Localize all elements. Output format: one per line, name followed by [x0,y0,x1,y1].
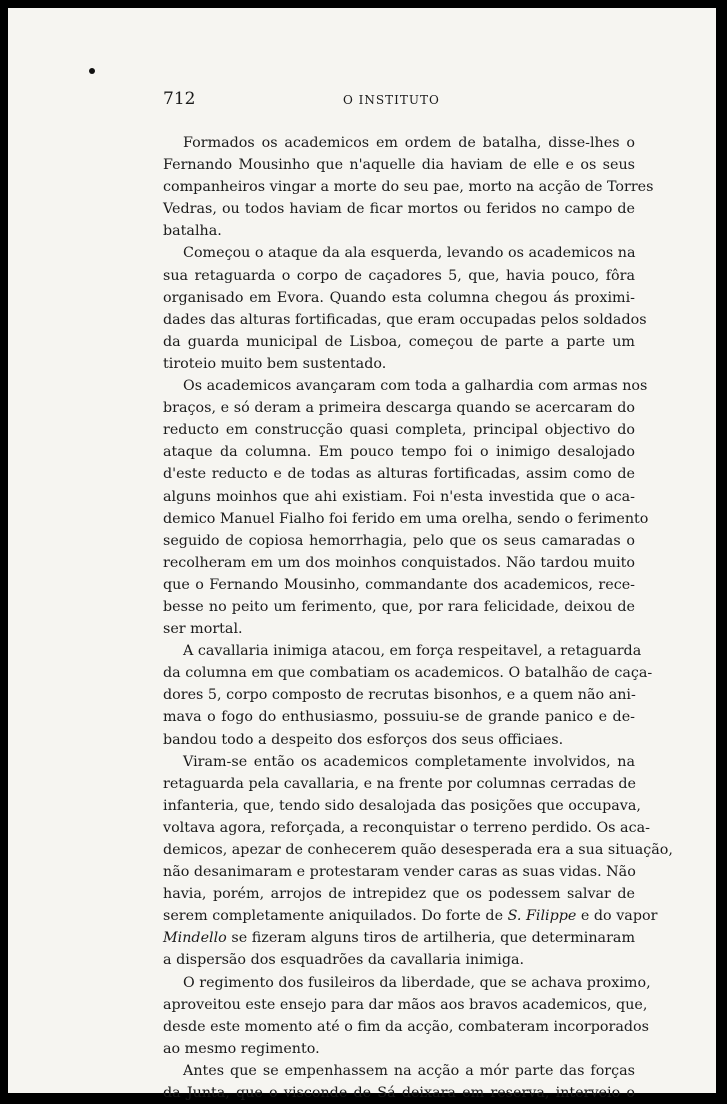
italic-text: S. Filippe [507,908,577,925]
text-line: da Junta, que o visconde de Sá deixara em reserva, interveio o [163,1085,635,1102]
paragraph [163,242,647,375]
paragraph [163,640,653,750]
text-line: infanteria, que, tendo sido desalojada das posições que occupava, [163,797,641,814]
text-line: Antes que se empenhassem na acção a mór parte das forças [183,1062,635,1079]
text-line: Vedras, ou todos haviam de ficar mortos ou feridos no campo de [163,201,635,218]
text-line: mava o fogo do enthusiasmo, possuiu-se de grande panico e de- [163,709,635,726]
text-line: O regimento dos fusileiros da liberdade, que se achava proximo, [183,974,651,991]
text-line: havia, porém, arrojos de intrepidez que os podessem salvar de [163,886,635,903]
running-title: O INSTITUTO [343,93,440,107]
text-line: ser mortal. [163,621,243,638]
text-line: companheiros vingar a morte do seu pae, morto na acção de Torres [163,179,654,196]
text-line: Formados os academicos em ordem de batalha, disse-lhes o [183,135,635,151]
text-line: ataque da columna. Em pouco tempo foi o inimigo desalojado [163,444,635,461]
text-line: tiroteio muito bem sustentado. [163,355,387,372]
italic-text: Mindello [163,930,227,947]
text-line: serem completamente aniquilados. Do forte de S. Filippe e do vapor [163,908,658,925]
text-line: bandou todo a despeito dos esforços dos seus officiaes. [163,731,564,748]
text-line: aproveitou este ensejo para dar mãos aos bravos academicos, que, [163,996,648,1013]
paragraph [163,972,651,1060]
text-line: retaguarda pela cavallaria, e na frente por columnas cerradas de [163,775,636,792]
paragraph [163,132,654,242]
text-line: A cavallaria inimiga atacou, em força respeitavel, a retaguarda [183,643,642,660]
page [8,8,716,1102]
text-line: da guarda municipal de Lisboa, começou de parte a parte um [163,333,635,350]
text-line: que o Fernando Mousinho, commandante dos academicos, rece- [163,576,635,593]
text-line: sua retaguarda o corpo de caçadores 5, que, havia pouco, fôra [163,267,635,284]
text-line: demico Manuel Fialho foi ferido em uma orelha, sendo o ferimento [163,510,649,527]
paragraph [163,751,673,972]
paragraph [163,1060,635,1104]
text-line: Fernando Mousinho que n'aquelle dia haviam de elle e os seus [163,157,635,174]
text-line: Viram-se então os academicos completamente involvidos, na [183,753,635,770]
text-line: seguido de copiosa hemorrhagia, pelo que os seus camaradas o [163,532,635,549]
text-line: dores 5, corpo composto de recrutas bisonhos, e a quem não ani- [163,687,636,704]
text-line: batalha. [163,223,222,240]
text-line: besse no peito um ferimento, que, por rara felicidade, deixou de [163,598,635,615]
text-line: alguns moinhos que ahi existiam. Foi n'esta investida que o aca- [163,488,635,505]
text-line: Os academicos avançaram com toda a galhardia com armas nos [183,378,648,395]
text-line: demicos, apezar de conhecerem quão desesperada era a sua situação, [163,842,673,858]
page-header [163,89,643,113]
text-line: dades das alturas fortificadas, que eram occupadas pelos soldados [163,311,647,328]
text-line: da columna em que combatiam os academicos. O batalhão de caça- [163,665,653,682]
text-line: voltava agora, reforçada, a reconquistar o terreno perdido. Os aca- [163,819,650,836]
text-line: d'este reducto e de todas as alturas fortificadas, assim como de [163,466,635,483]
ink-dot [89,68,95,74]
text-line: a dispersão dos esquadrões da cavallaria inimiga. [163,952,525,969]
text-line: Mindello se fizeram alguns tiros de artilheria, que determinaram [163,930,635,947]
text-line: ao mesmo regimento. [163,1040,320,1057]
text-line: braços, e só deram a primeira descarga quando se acercaram do [163,400,635,417]
text-line: desde este momento até o fim da acção, combateram incorporados [163,1018,649,1035]
paragraph [163,375,649,640]
page-number: 712 [163,89,196,109]
text-line: organisado em Evora. Quando esta columna chegou ás proximi- [163,289,635,306]
text-line: reducto em construcção quasi completa, principal objectivo do [163,422,635,439]
body-text [163,132,673,1104]
text-line: recolheram em um dos moinhos conquistados. Não tardou muito [163,554,635,571]
text-line: Começou o ataque da ala esquerda, levando os academicos na [183,245,636,262]
text-line: não desanimaram e protestaram vender caras as suas vidas. Não [163,864,636,881]
